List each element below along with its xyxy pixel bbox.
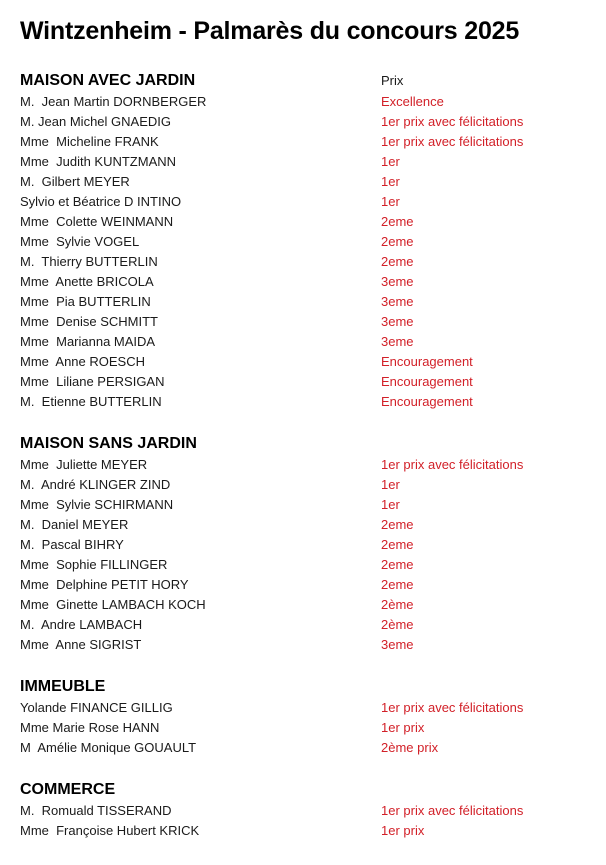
category-section — [20, 433, 586, 655]
result-row — [20, 192, 586, 212]
category-section — [20, 779, 586, 841]
prize-value: 1er prix avec félicitations — [381, 134, 524, 149]
prize-value: 1er — [381, 194, 400, 209]
participant-name: M. Jean Michel GNAEDIG — [20, 114, 171, 129]
prize-value: 2ème prix — [381, 740, 439, 755]
category-section — [20, 676, 586, 758]
page-title: Wintzenheim - Palmarès du concours 2025 — [20, 17, 520, 45]
prize-value: 1er prix avec félicitations — [381, 457, 524, 472]
participant-name: Mme Liliane PERSIGAN — [20, 374, 165, 389]
result-row — [20, 455, 586, 475]
prize-value: 2eme — [381, 577, 414, 592]
category-title: MAISON AVEC JARDIN — [20, 72, 196, 89]
participant-name: M. Daniel MEYER — [20, 517, 129, 532]
participant-name: Mme Delphine PETIT HORY — [20, 577, 189, 592]
participant-name: Mme Ginette LAMBACH KOCH — [20, 597, 206, 612]
result-row — [20, 575, 586, 595]
participant-name: Mme Sophie FILLINGER — [20, 557, 168, 572]
result-row — [20, 312, 586, 332]
result-row — [20, 738, 586, 758]
section-rows — [20, 801, 586, 841]
result-row — [20, 232, 586, 252]
participant-name: Mme Anne ROESCH — [20, 354, 145, 369]
participant-name: Mme Françoise Hubert KRICK — [20, 823, 200, 838]
prize-value: 3eme — [381, 274, 414, 289]
result-row — [20, 535, 586, 555]
result-row — [20, 615, 586, 635]
result-row — [20, 352, 586, 372]
prize-value: 2eme — [381, 537, 414, 552]
participant-name: M. Pascal BIHRY — [20, 537, 124, 552]
result-row — [20, 718, 586, 738]
participant-name: Mme Micheline FRANK — [20, 134, 159, 149]
category-title: COMMERCE — [20, 781, 116, 798]
participant-name: Yolande FINANCE GILLIG — [20, 700, 173, 715]
participant-name: M. Andre LAMBACH — [20, 617, 143, 632]
prize-value: 2eme — [381, 234, 414, 249]
sections-container — [20, 70, 586, 841]
category-title: MAISON SANS JARDIN — [20, 435, 197, 452]
section-header — [20, 779, 586, 801]
section-header — [20, 676, 586, 698]
prize-value: 3eme — [381, 334, 414, 349]
prize-value: Encouragement — [381, 394, 473, 409]
result-row — [20, 555, 586, 575]
participant-name: M. Thierry BUTTERLIN — [20, 254, 158, 269]
participant-name: Mme Pia BUTTERLIN — [20, 294, 151, 309]
participant-name: Mme Denise SCHMITT — [20, 314, 158, 329]
prize-value: 2eme — [381, 214, 414, 229]
participant-name: Mme Sylvie VOGEL — [20, 234, 140, 249]
result-row — [20, 252, 586, 272]
result-row — [20, 152, 586, 172]
prize-value: 1er — [381, 497, 400, 512]
participant-name: Mme Marianna MAIDA — [20, 334, 156, 349]
participant-name: M. Jean Martin DORNBERGER — [20, 94, 207, 109]
result-row — [20, 475, 586, 495]
participant-name: M Amélie Monique GOUAULT — [20, 740, 197, 755]
result-row — [20, 698, 586, 718]
result-row — [20, 112, 586, 132]
participant-name: Sylvio et Béatrice D INTINO — [20, 194, 182, 209]
prize-value: 1er prix avec félicitations — [381, 700, 524, 715]
result-row — [20, 132, 586, 152]
prix-column-header: Prix — [381, 73, 404, 88]
prize-value: 1er — [381, 174, 400, 189]
prize-value: 2ème — [381, 617, 414, 632]
prize-value: 2ème — [381, 597, 414, 612]
result-row — [20, 392, 586, 412]
section-rows — [20, 698, 586, 758]
result-row — [20, 635, 586, 655]
participant-name: Mme Anne SIGRIST — [20, 637, 142, 652]
result-row — [20, 515, 586, 535]
prize-value: Encouragement — [381, 354, 473, 369]
participant-name: M. André KLINGER ZIND — [20, 477, 171, 492]
result-row — [20, 495, 586, 515]
participant-name: M. Gilbert MEYER — [20, 174, 130, 189]
participant-name: Mme Colette WEINMANN — [20, 214, 174, 229]
result-row — [20, 92, 586, 112]
category-title: IMMEUBLE — [20, 678, 106, 695]
result-row — [20, 332, 586, 352]
participant-name: Mme Sylvie SCHIRMANN — [20, 497, 174, 512]
prize-value: 2eme — [381, 557, 414, 572]
result-row — [20, 292, 586, 312]
prize-value: 3eme — [381, 314, 414, 329]
participant-name: Mme Judith KUNTZMANN — [20, 154, 177, 169]
prize-value: 1er prix avec félicitations — [381, 114, 524, 129]
category-section — [20, 70, 586, 412]
section-rows — [20, 455, 586, 655]
participant-name: Mme Juliette MEYER — [20, 457, 148, 472]
prize-value: 2eme — [381, 517, 414, 532]
participant-name: M. Etienne BUTTERLIN — [20, 394, 162, 409]
result-row — [20, 821, 586, 841]
prize-value: Encouragement — [381, 374, 473, 389]
result-row — [20, 172, 586, 192]
result-row — [20, 801, 586, 821]
prize-value: 3eme — [381, 637, 414, 652]
prize-value: 3eme — [381, 294, 414, 309]
prize-value: 1er — [381, 154, 400, 169]
prize-value: 2eme — [381, 254, 414, 269]
prize-value: Excellence — [381, 94, 444, 109]
prize-value: 1er prix avec félicitations — [381, 803, 524, 818]
section-rows — [20, 92, 586, 412]
result-row — [20, 272, 586, 292]
prize-value: 1er — [381, 477, 400, 492]
section-header — [20, 70, 586, 92]
prize-value: 1er prix — [381, 720, 425, 735]
section-header — [20, 433, 586, 455]
prize-value: 1er prix — [381, 823, 425, 838]
participant-name: Mme Marie Rose HANN — [20, 720, 160, 735]
result-row — [20, 595, 586, 615]
result-row — [20, 372, 586, 392]
participant-name: M. Romuald TISSERAND — [20, 803, 172, 818]
participant-name: Mme Anette BRICOLA — [20, 274, 154, 289]
result-row — [20, 212, 586, 232]
